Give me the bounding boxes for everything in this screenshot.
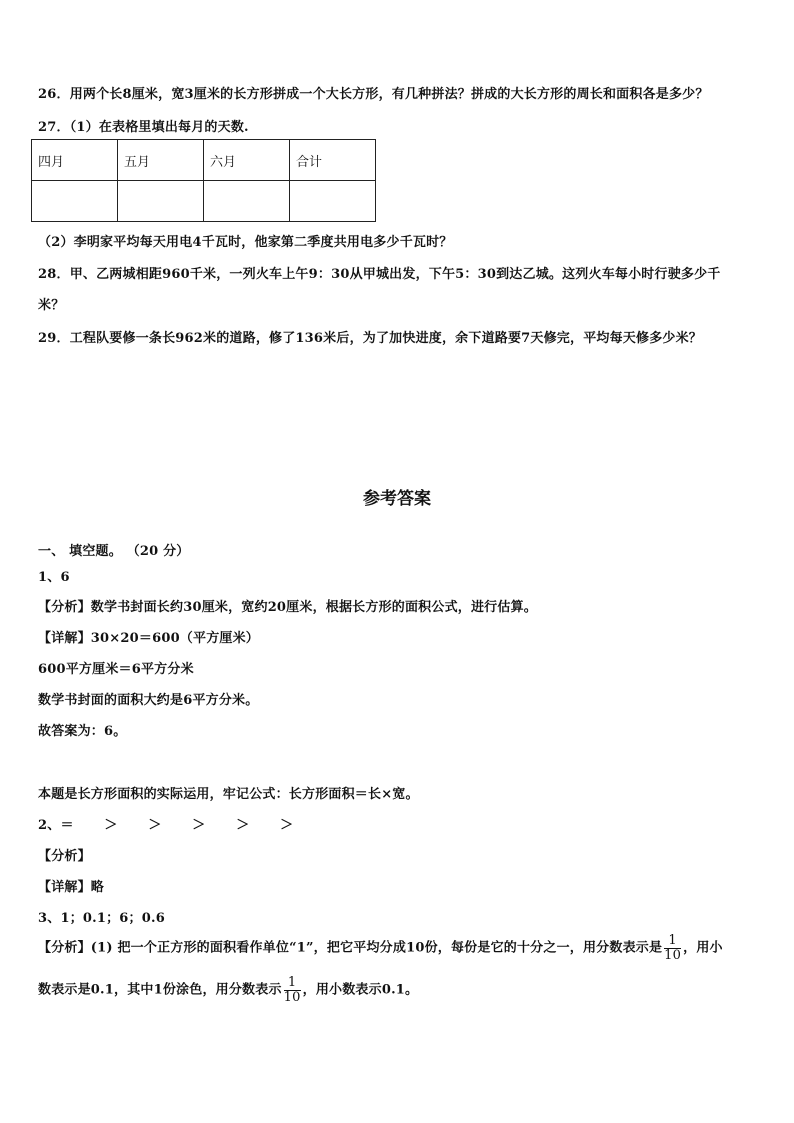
table-cell xyxy=(204,181,290,222)
question-28-continued: 米？ xyxy=(38,298,65,313)
answer-1-line3: 故答案为：6。 xyxy=(38,724,127,739)
comparison-symbol: ＞ xyxy=(280,818,294,833)
table-header-cell: 合计 xyxy=(290,140,376,181)
answer-2-value: 2、＝ xyxy=(38,818,74,833)
answer-1-line1: 600平方厘米＝6平方分米 xyxy=(38,662,194,677)
comparison-symbol: ＞ xyxy=(148,818,162,833)
table-header-cell: 五月 xyxy=(118,140,204,181)
fraction-one-tenth xyxy=(284,976,301,1004)
fraction-denominator: 10 xyxy=(283,989,301,1005)
question-27-part1: 27．（1）在表格里填出每月的天数. xyxy=(38,120,249,135)
answer-1-analysis: 【分析】数学书封面长约30厘米，宽约20厘米，根据长方形的面积公式，进行估算。 xyxy=(38,600,537,615)
comparison-symbol: ＞ xyxy=(104,818,118,833)
section-heading: 一、 填空题。 （20 分） xyxy=(38,544,190,559)
answer-1-note: 本题是长方形面积的实际运用，牢记公式：长方形面积＝长×宽。 xyxy=(38,787,419,802)
answer-3-analysis-text: 【分析】(1) 把一个正方形的面积看作单位“1”，把它平均分成10份，每份是它的十分之一，用分数表示是 xyxy=(38,940,663,956)
answer-1-detail: 【详解】30×20＝600（平方厘米） xyxy=(38,631,260,646)
fraction-denominator: 10 xyxy=(664,947,682,963)
table-header-cell: 六月 xyxy=(204,140,290,181)
answers-title: 参考答案 xyxy=(363,489,431,509)
days-table xyxy=(31,139,376,222)
answer-1-line2: 数学书封面的面积大约是6平方分米。 xyxy=(38,693,259,708)
question-27-part2: （2）李明家平均每天用电4千瓦时，他家第二季度共用电多少千瓦时？ xyxy=(38,235,453,250)
answer-2-label xyxy=(38,814,293,833)
answer-2-analysis: 【分析】 xyxy=(38,849,91,864)
answer-3-analysis-tail: ，用小 xyxy=(683,940,723,956)
comparison-symbol: ＞ xyxy=(236,818,250,833)
table-cell xyxy=(32,181,118,222)
table-header-cell: 四月 xyxy=(32,140,118,181)
table-header-row xyxy=(32,140,376,181)
answer-3-analysis xyxy=(38,934,723,962)
question-26: 26．用两个长8厘米，宽3厘米的长方形拼成一个大长方形，有几种拼法？拼成的大长方形的周长和面积各是多少？ xyxy=(38,87,709,102)
answer-2-detail: 【详解】略 xyxy=(38,880,105,895)
question-29: 29．工程队要修一条长962米的道路，修了136米后，为了加快进度，余下道路要7天修完，平均每天修多少米？ xyxy=(38,331,703,346)
fraction-numerator: 1 xyxy=(664,934,681,949)
question-28: 28．甲、乙两城相距960千米，一列火车上午9：30从甲城出发，下午5：30到达乙城。这列火车每小时行驶多少千 xyxy=(38,267,721,282)
table-cell xyxy=(290,181,376,222)
fraction-one-tenth xyxy=(664,934,681,962)
comparison-symbol: ＞ xyxy=(192,818,206,833)
answer-3-line2-text: 数表示是0.1，其中1份涂色，用分数表示 xyxy=(38,982,282,998)
table-row xyxy=(32,181,376,222)
answer-3-line2-tail: ，用小数表示0.1。 xyxy=(302,982,419,998)
answer-1-label: 1、6 xyxy=(38,570,70,585)
table-cell xyxy=(118,181,204,222)
answer-3-line2 xyxy=(38,976,418,1004)
answer-3-label: 3、1；0.1；6；0.6 xyxy=(38,911,165,926)
fraction-numerator: 1 xyxy=(284,976,301,991)
